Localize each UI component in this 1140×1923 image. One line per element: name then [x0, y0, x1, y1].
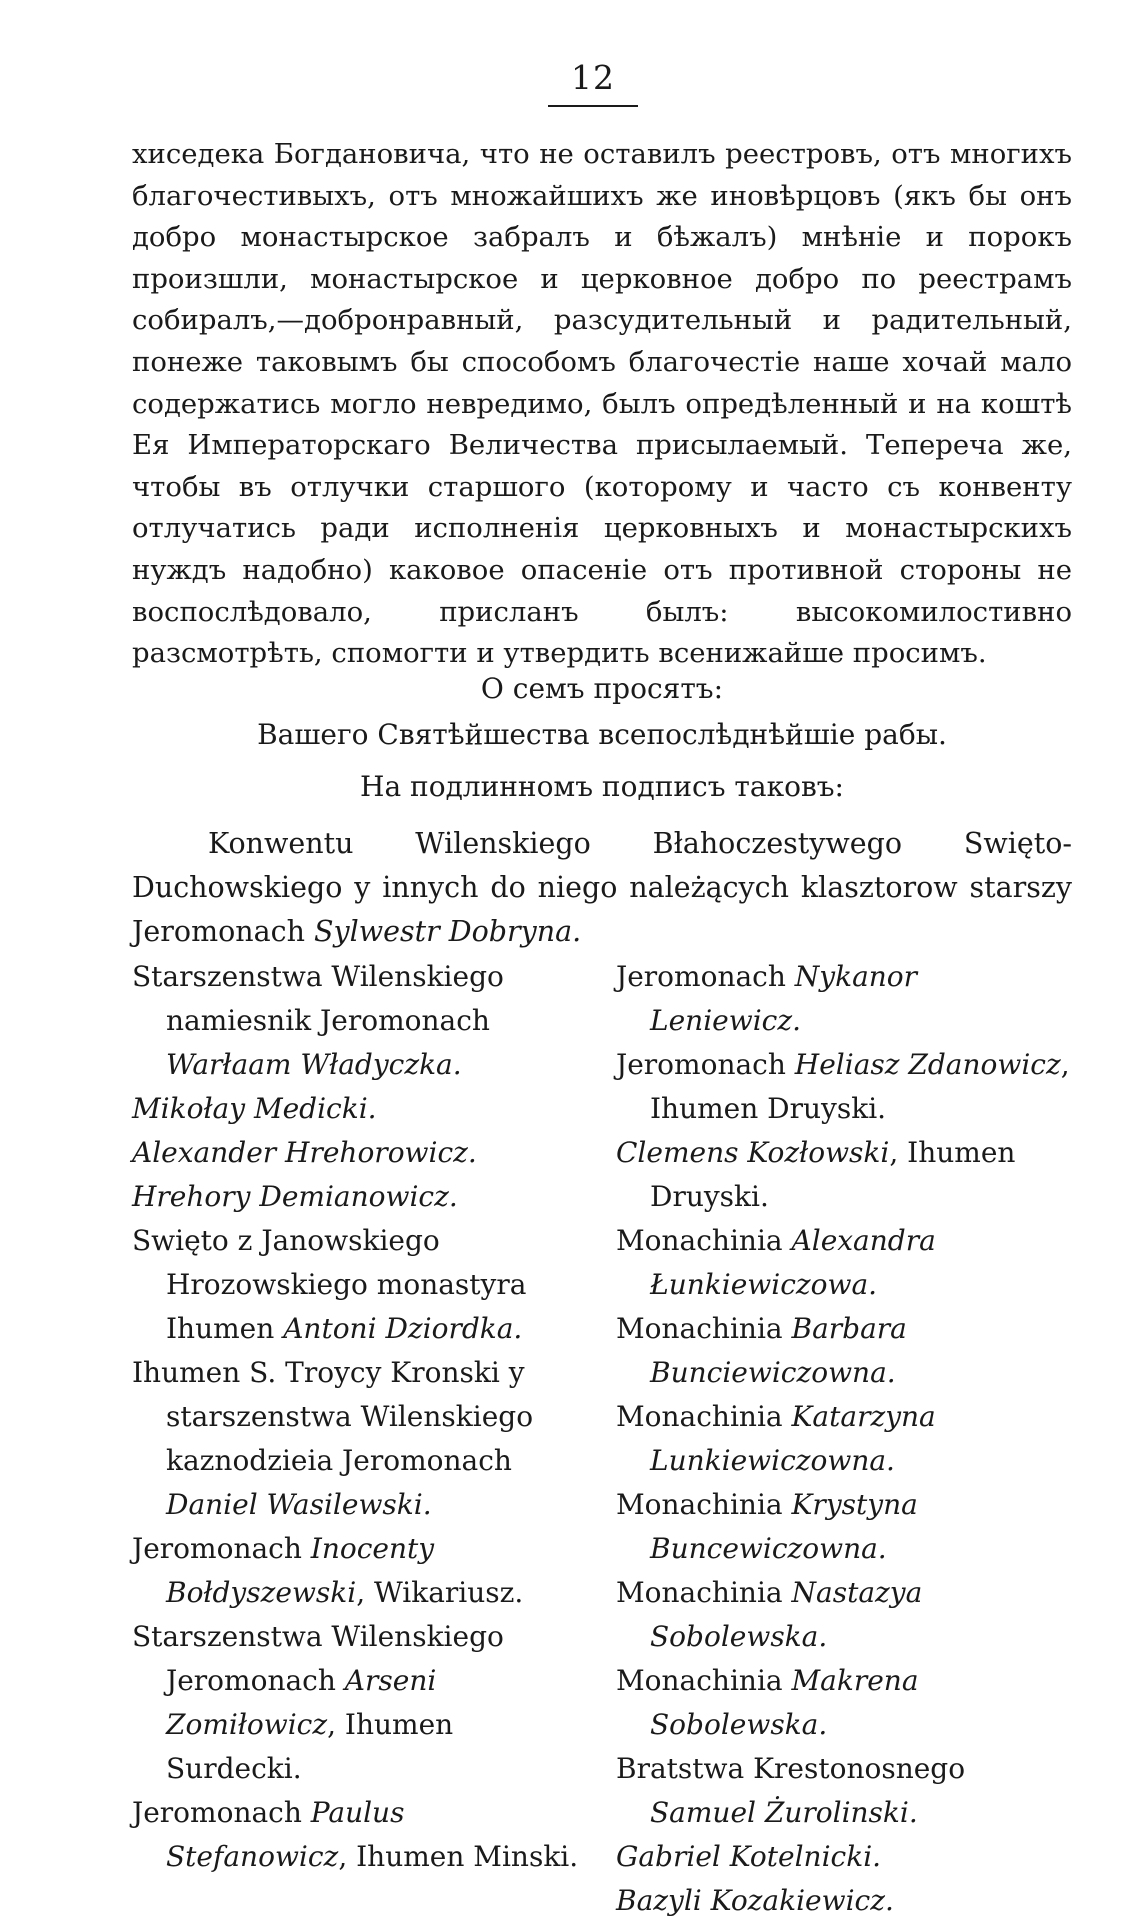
- signatory-name: Alexandra Łunkiewiczowa.: [650, 1224, 936, 1301]
- signatory-entry: [132, 1219, 582, 1351]
- body-paragraph: [132, 134, 1072, 675]
- signatory-name: Alexander Hrehorowicz.: [132, 1136, 477, 1169]
- signatory-name: Mikołay Medicki.: [132, 1092, 377, 1125]
- signatory-entry: [132, 1087, 582, 1131]
- signatories-right-column: [616, 955, 1076, 1923]
- signatory-entry: [616, 1043, 1076, 1131]
- signatory-entry: [132, 1131, 582, 1175]
- signatory-entry: [132, 955, 582, 1087]
- signatory-name: Krystyna Buncewiczowna.: [650, 1488, 918, 1565]
- signatory-entry: [132, 1175, 582, 1219]
- signatory-entry: [616, 1483, 1076, 1571]
- signatory-prefix: Starszenstwa Wilenskiego namiesnik Jeromonach: [132, 960, 504, 1037]
- signatory-name: Makrena Sobolewska.: [650, 1664, 919, 1741]
- signatory-prefix: Bratstwa Krestonosnego: [616, 1752, 966, 1785]
- signatory-entry: [616, 1131, 1076, 1219]
- signatory-name: Barbara Bunciewiczowna.: [650, 1312, 907, 1389]
- signatory-entry: [616, 1747, 1076, 1835]
- signatory-name: Bazyli Kozakiewicz.: [616, 1884, 894, 1917]
- signatory-entry: [132, 1615, 582, 1791]
- signatory-name: Nykanor Leniewicz.: [650, 960, 918, 1037]
- signatory-intro: [132, 822, 1072, 954]
- signatory-name: Antoni Dziordka.: [283, 1312, 523, 1345]
- signatory-name: Hrehory Demianowicz.: [132, 1180, 458, 1213]
- signatory-name: Warłaam Władyczka.: [166, 1048, 462, 1081]
- page-number-rule: [548, 105, 638, 107]
- signatory-prefix: Monachinia: [616, 1312, 792, 1345]
- signatory-entry: [616, 1835, 1076, 1879]
- closing-line-3: На подлинномъ подписъ таковъ:: [360, 770, 844, 803]
- signatory-entry: [616, 1659, 1076, 1747]
- closing-line-2: Вашего Святѣйшества всепослѣднѣйшіе рабы.: [257, 718, 947, 751]
- signatories-left-column: [132, 955, 582, 1879]
- signatory-suffix: , Ihumen Surdecki.: [166, 1708, 454, 1785]
- signatory-entry: [616, 1395, 1076, 1483]
- signatory-suffix: , Ihumen Druyski.: [650, 1048, 1070, 1125]
- paragraph-text: хиседека Богдановича, что не оставилъ реестровъ, отъ многихъ благочестивыхъ, отъ множайшихъ же иновѣрцовъ (якъ бы онъ добро монастырское забралъ и бѣжалъ) мнѣніе и порокъ произшли, монастырское и церковное добро по реестрамъ собиралъ,—добронравный, разсудительный и радительный, понеже таковымъ бы способомъ благочестіе наше хочай мало содержатись могло невредимо, былъ опредѣленный и на коштѣ Ея Императорскаго Величества присылаемый. Тепереча же, чтобы въ отлучки старшого (которому и часто съ конвенту отлучатись ради исполненія церковныхъ и монастырскихъ нуждъ надобно) каковое опасеніе отъ противной стороны не воспослѣдовало, присланъ былъ: высокомилостивно разсмотрѣть, спомогти и утвердить всенижайше просимъ.: [132, 138, 1072, 670]
- signatory-name: Heliasz Zdanowicz: [794, 1048, 1061, 1081]
- intro-text: Konwentu Wilenskiego Błahoczestywego Swięto-Duchowskiego y innych do niego należących klasztorow starszy Jeromonach: [132, 827, 1072, 948]
- signatory-name: Nastazya Sobolewska.: [650, 1576, 923, 1653]
- signatory-entry: [616, 1219, 1076, 1307]
- signatory-prefix: Swięto z Janowskiego Hrozowskiego monastyra Ihumen: [132, 1224, 527, 1345]
- signatory-name: Clemens Kozłowski: [616, 1136, 890, 1169]
- signatory-prefix: Monachinia: [616, 1664, 792, 1697]
- signatory-suffix: , Ihumen Minski.: [338, 1840, 579, 1873]
- signatory-entry: [132, 1351, 582, 1527]
- signatory-entry: [616, 1879, 1076, 1923]
- closing-line-1: О семъ просятъ:: [480, 672, 724, 705]
- signatory-name: Gabriel Kotelnicki.: [616, 1840, 882, 1873]
- signatory-prefix: Jeromonach: [616, 1048, 795, 1081]
- signatory-prefix: Ihumen S. Troycy Kronski y starszenstwa Wilenskiego kaznodzieia Jeromonach: [132, 1356, 534, 1477]
- signatory-name: Daniel Wasilewski.: [166, 1488, 432, 1521]
- signatory-entry: [132, 1791, 582, 1879]
- signatory-prefix: Monachinia: [616, 1488, 792, 1521]
- intro-name: Sylwestr Dobryna.: [313, 915, 582, 948]
- signatory-suffix: , Ihumen Druyski.: [650, 1136, 1016, 1213]
- signatory-prefix: Monachinia: [616, 1400, 792, 1433]
- signatory-entry: [616, 955, 1076, 1043]
- signatory-name: Arseni Zomiłowicz: [166, 1664, 437, 1741]
- signatory-prefix: Jeromonach: [132, 1796, 311, 1829]
- signatory-entry: [132, 1527, 582, 1615]
- signatory-prefix: Jeromonach: [132, 1532, 311, 1565]
- signatory-name: Paulus Stefanowicz: [166, 1796, 405, 1873]
- signatory-prefix: Starszenstwa Wilenskiego Jeromonach: [132, 1620, 504, 1697]
- signatory-name: Katarzyna Lunkiewiczowna.: [650, 1400, 936, 1477]
- signatory-prefix: Monachinia: [616, 1224, 792, 1257]
- signatory-prefix: Monachinia: [616, 1576, 792, 1609]
- signatory-name: Samuel Żurolinski.: [650, 1796, 918, 1829]
- signatory-prefix: Jeromonach: [616, 960, 795, 993]
- page-number: 12: [571, 58, 615, 97]
- signatory-entry: [616, 1307, 1076, 1395]
- signatory-suffix: , Wikariusz.: [356, 1576, 524, 1609]
- signatory-name: Inocenty Bołdyszewski: [166, 1532, 435, 1609]
- signatory-entry: [616, 1571, 1076, 1659]
